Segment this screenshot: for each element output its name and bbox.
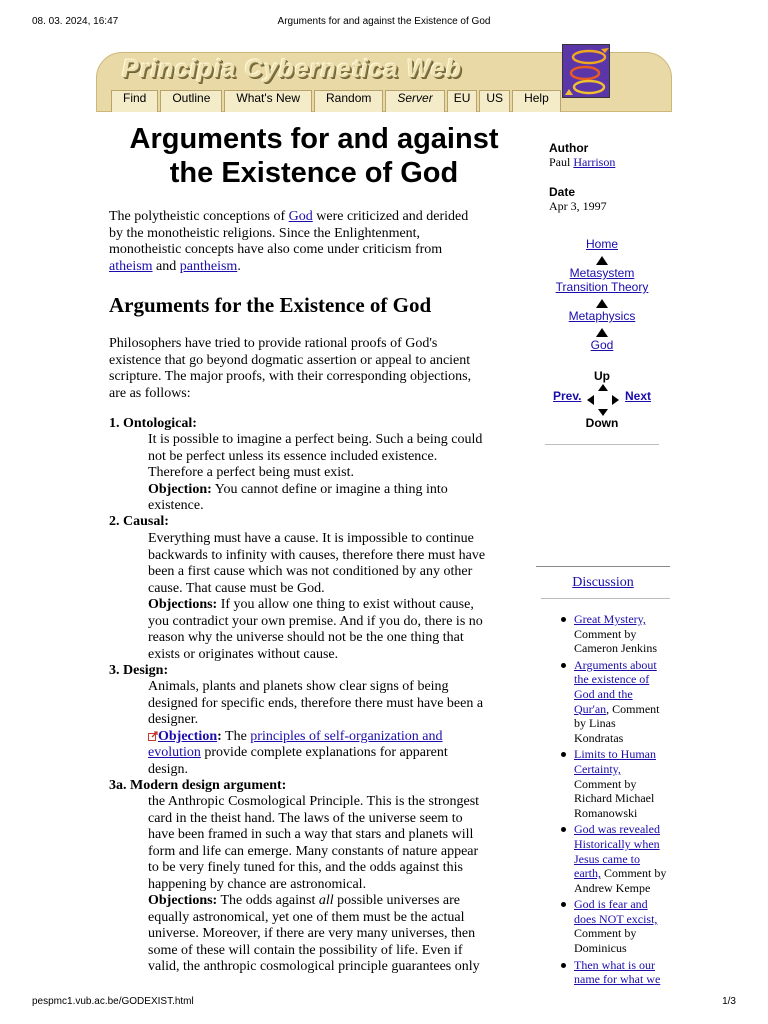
discussion-link[interactable]: Discussion [572, 575, 634, 590]
discussion-list [557, 612, 669, 989]
nav-god-link[interactable]: God [590, 338, 614, 352]
intro-paragraph: The polytheistic conceptions of God were criticized and derided by the monotheistic religions. Since the Enlightenment, monotheistic concepts have also come under criticism from atheism and pantheism. [109, 209, 469, 274]
print-footer [32, 996, 736, 1010]
modern-design-heading: 3a. Modern design argument: [109, 778, 287, 793]
ontological-body: It is possible to imagine a perfect being. Such a being could not be perfect unless its essence included existence. Therefore a perfect being must exist. Objection: You cannot define or imagine a thing into existence. [148, 432, 483, 513]
logo-arrows-icon [563, 45, 610, 98]
nav-us[interactable]: US [479, 90, 510, 112]
comment-link[interactable]: Limits to Human Certainty, [574, 747, 656, 776]
sidebar-divider [545, 444, 659, 445]
author-label: Author [549, 141, 589, 155]
ontological-heading: 1. Ontological: [109, 416, 197, 431]
next-link[interactable]: Next [625, 389, 652, 403]
nav-eu[interactable]: EU [447, 90, 478, 112]
nav-outline[interactable]: Outline [160, 90, 222, 112]
discussion-divider-bottom [541, 598, 670, 599]
nav-help[interactable]: Help [512, 90, 561, 112]
design-heading: 3. Design: [109, 663, 169, 678]
down-label[interactable]: Down [585, 416, 619, 430]
nav-mst-link[interactable]: Metasystem Transition Theory [555, 266, 649, 294]
list-item: Great Mystery, Comment by Cameron Jenkins [557, 612, 669, 656]
up-arrow-icon [596, 256, 608, 265]
date-label: Date [549, 185, 576, 199]
nav-random[interactable]: Random [314, 90, 383, 112]
external-link-icon [148, 731, 158, 741]
comment-link[interactable]: God was revealed Historically when Jesus came to earth, [574, 822, 660, 881]
objection-link[interactable]: Objection [158, 728, 218, 744]
self-organization-link[interactable]: principles of self-organization and [250, 728, 443, 744]
author-value: Paul Harrison [549, 155, 616, 169]
site-title[interactable]: Principia Cybernetica Web [122, 55, 462, 83]
god-link[interactable]: God [288, 209, 313, 224]
comment-link[interactable]: God is fear and does NOT excist, [574, 897, 658, 926]
up-arrow-icon [596, 328, 608, 337]
list-item: Arguments about the existence of God and the Qur'an, Comment by Linas Kondratas [557, 658, 669, 746]
nav-metaphysics-link[interactable]: Metaphysics [568, 309, 636, 323]
modern-design-body: the Anthropic Cosmological Principle. This is the strongest card in the theist hand. The laws of the universe seem to have been framed in such a way that stars and planets will form and life can emerge. Many constants of nature appear to be very finely tuned for this, and the odds against this happening by chance are astronomical. Objections: The odds against all possible universes are equally astronomical, yet one of them must be the actual universe. Moreover, if there are very many universes, then some of these will contain the possibility of life. Even if valid, the anthropic cosmological principle guarantees only [148, 794, 480, 974]
causal-body: Everything must have a cause. It is impossible to continue backwards to infinity with causes, therefore there must have been a first cause which was not conditioned by any other cause. That cause must be God. Objections: If you allow one thing to exist without cause, you contradict your own premise. And if you do, there is no reason why the universe should not be the one thing that exists or originates without cause. [148, 531, 486, 662]
atheism-link[interactable]: atheism [109, 258, 153, 274]
page-number: 1/3 [722, 996, 736, 1007]
site-banner [96, 44, 672, 112]
comment-link[interactable]: Then what is our name for what we [574, 957, 661, 987]
print-title: Arguments for and against the Existence of God [277, 16, 491, 27]
list-item [557, 958, 669, 987]
nav-home-link[interactable]: Home [585, 237, 618, 251]
pantheism-link[interactable]: pantheism [179, 258, 238, 274]
up-arrow-icon [596, 299, 608, 308]
design-body: Animals, plants and planets show clear signs of being designed for specific ends, therefore there must have been a designer. Objection: The principles of self-organization and evolution provide complete explanations for apparent design. [148, 679, 484, 777]
nav-whats-new[interactable]: What's New [224, 90, 312, 112]
author-link[interactable]: Harrison [573, 155, 616, 169]
list-item: God is fear and does NOT excist, Comment by Dominicus [557, 897, 669, 955]
pcp-logo[interactable] [562, 44, 610, 98]
print-url: pespmc1.vub.ac.be/GODEXIST.html [32, 996, 194, 1007]
discussion-heading [536, 575, 670, 591]
up-label[interactable]: Up [594, 369, 610, 383]
date-value: Apr 3, 1997 [549, 199, 607, 213]
comment-link[interactable]: Great Mystery, [574, 612, 646, 626]
site-nav [111, 90, 563, 112]
discussion-divider-top [536, 566, 670, 567]
hierarchy-nav [538, 237, 666, 352]
nav-find[interactable]: Find [111, 90, 158, 112]
list-item: Limits to Human Certainty, Comment by Richard Michael Romanowski [557, 747, 669, 820]
page-title: Arguments for and against the Existence of God [129, 123, 499, 189]
lead-paragraph: Philosophers have tried to provide rational proofs of God's existence that go beyond dogmatic assertion or appeal to ancient scripture. The major proofs, with their corresponding objections, are as follows: [109, 336, 472, 401]
compass-arrows-icon[interactable] [586, 383, 620, 417]
section-heading: Arguments for the Existence of God [109, 293, 432, 317]
comment-link[interactable]: Arguments about the existence of God and the Qur'an [574, 657, 657, 716]
prev-link[interactable]: Prev. [553, 389, 582, 403]
list-item: God was revealed Historically when Jesus came to earth, Comment by Andrew Kempe [557, 822, 669, 895]
evolution-link[interactable]: evolution [148, 745, 201, 760]
nav-server[interactable]: Server [385, 90, 444, 112]
causal-heading: 2. Causal: [109, 514, 169, 529]
print-header [32, 16, 736, 30]
print-date: 08. 03. 2024, 16:47 [32, 16, 119, 27]
